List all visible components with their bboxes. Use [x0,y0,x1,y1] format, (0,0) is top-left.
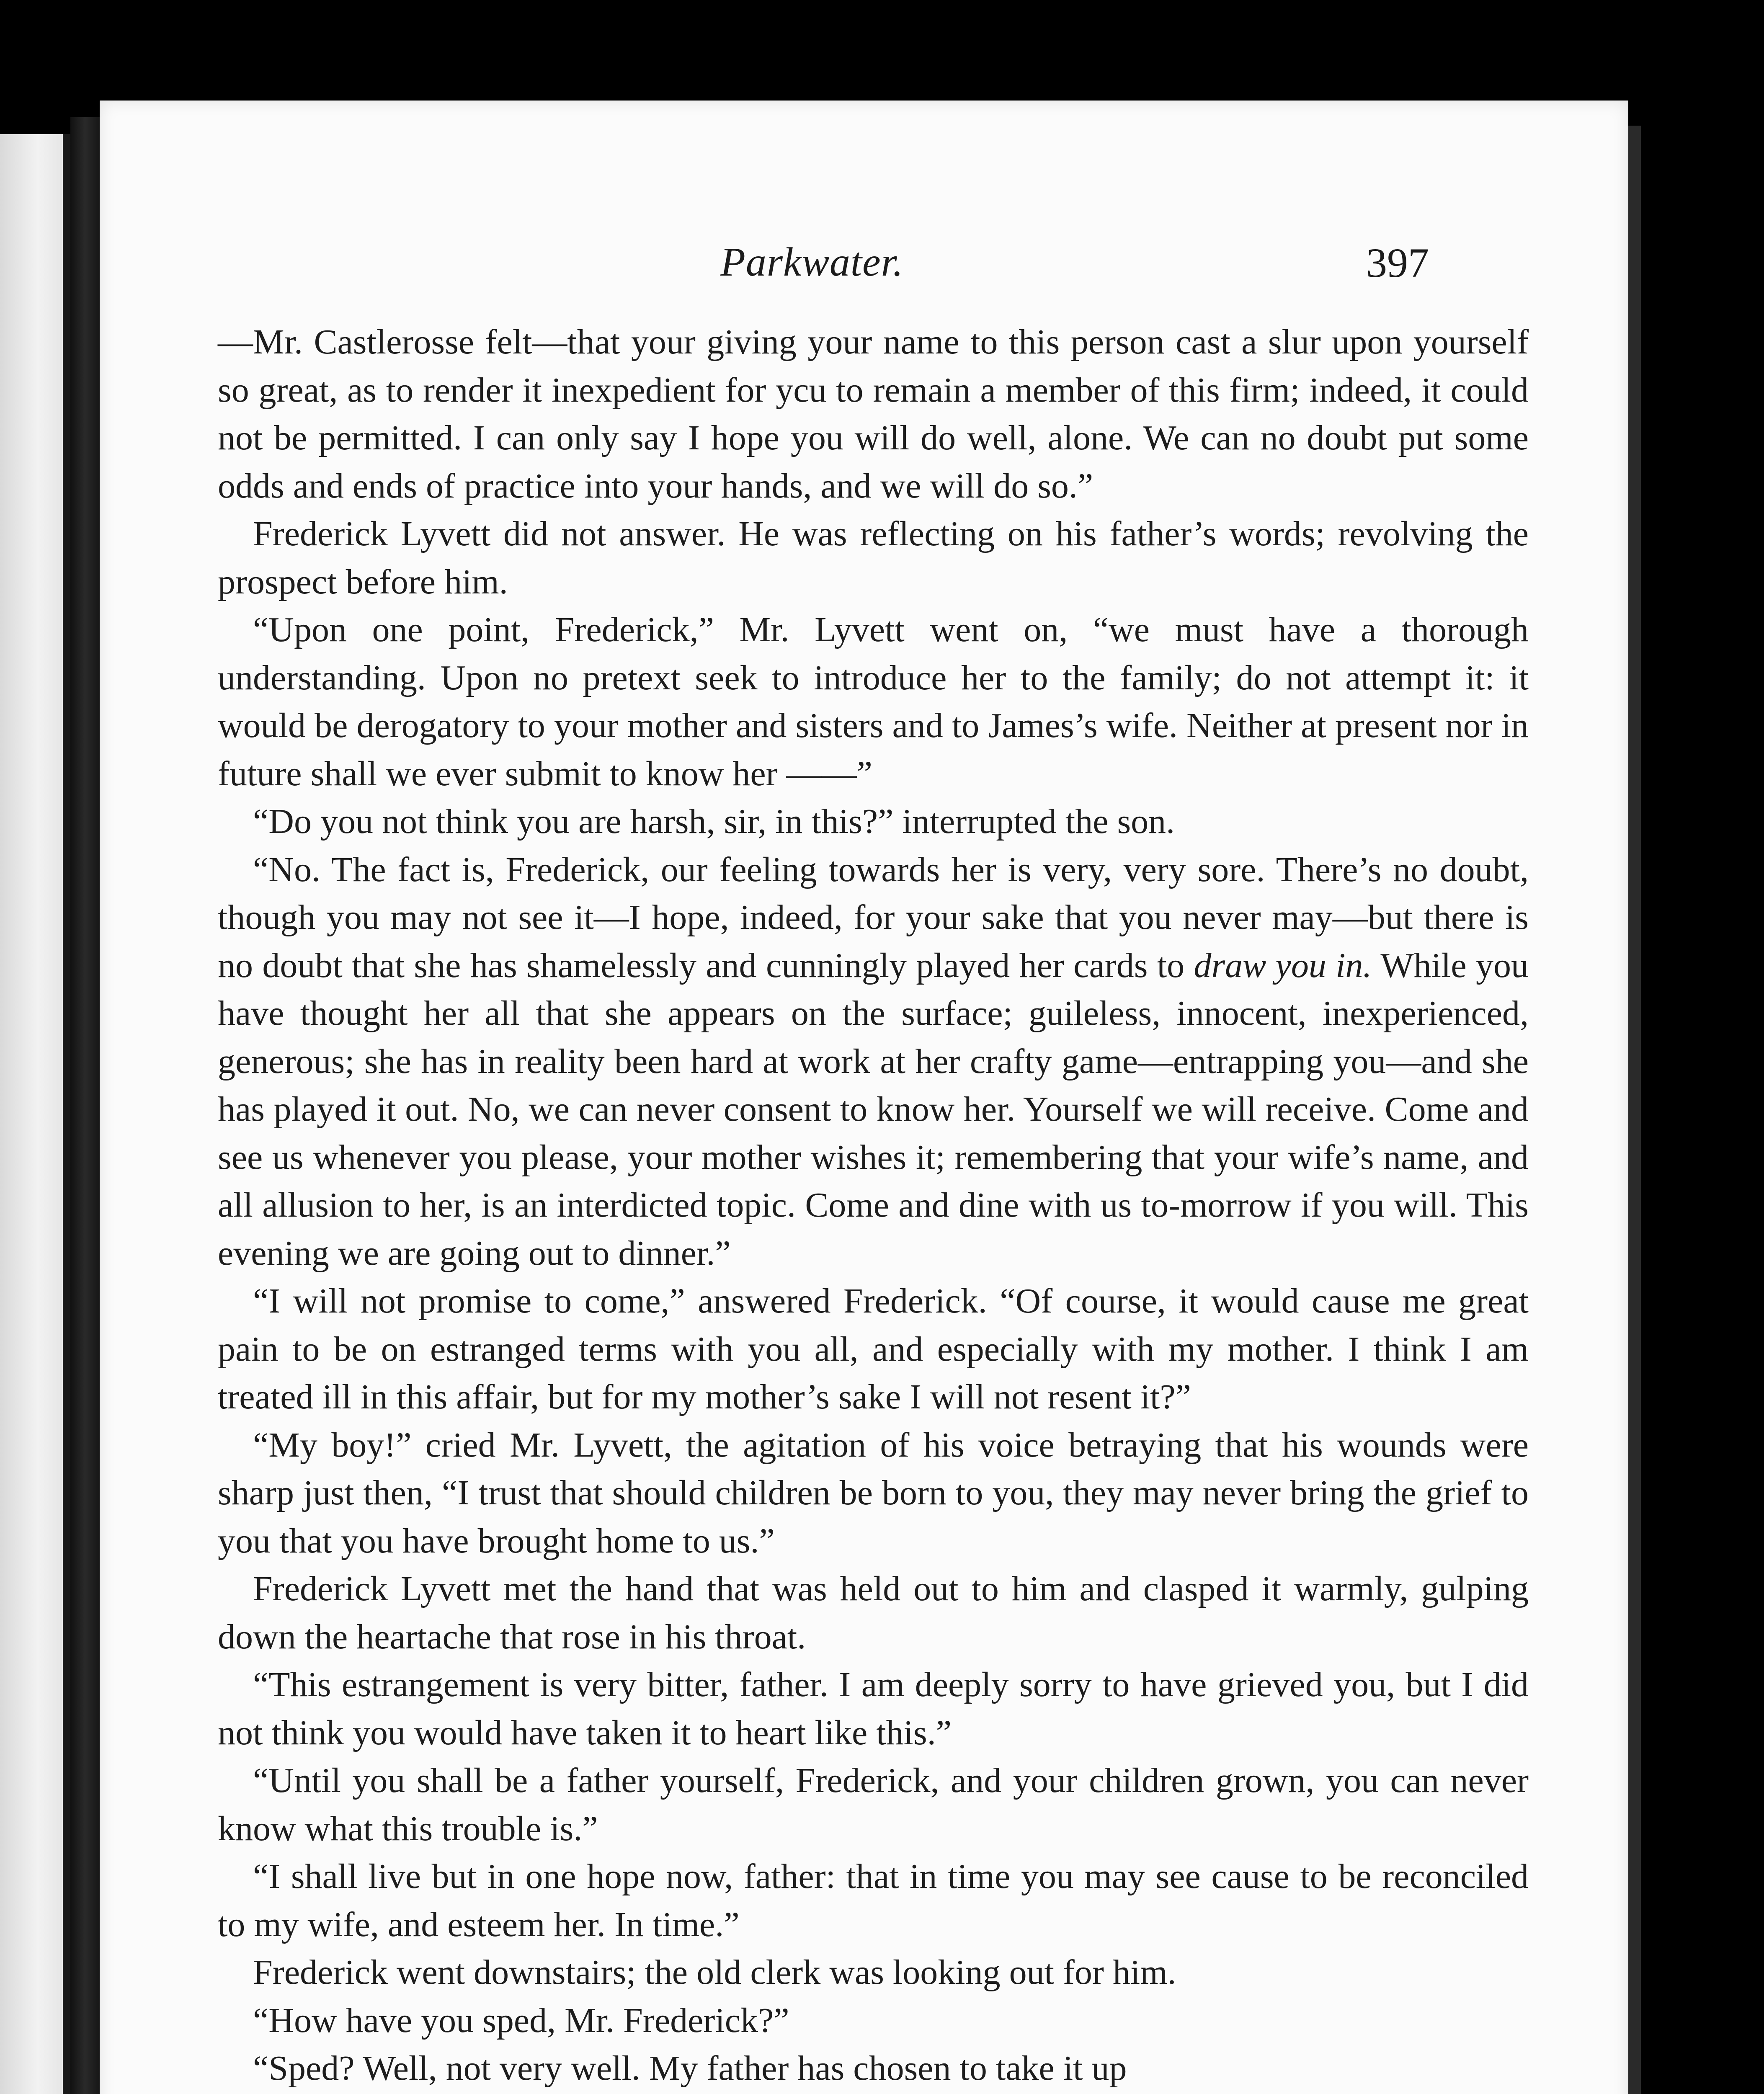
page-header [100,239,1628,289]
book-page [100,101,1628,2094]
paragraph-text: While you have thought her all that she appears on the surface; guileless, innocent, inexperienced, generous; she has in reality been hard at work at her crafty game—entrapping you—and she has played it out. No, we can never consent to know her. Yourself we will receive. Come and see us whenever you please, your mother wishes it; remembering that your wife’s name, and all allusion to her, is an interdicted topic. Come and dine with us to-morrow if you will. This evening we are going out to dinner.” [218,946,1529,1273]
paragraph: Frederick Lyvett met the hand that was held out to him and clasped it warmly, gulping down the heartache that rose in his throat. [218,1569,1529,1656]
running-title: Parkwater. [720,240,904,285]
paragraph: “Do you not think you are harsh, sir, in this?” interrupted the son. [253,802,1175,841]
paragraph: Frederick Lyvett did not answer. He was reflecting on his father’s words; revolving the prospect before him. [218,514,1529,601]
body-text [218,318,1529,2093]
paragraph: “I shall live but in one hope now, father: that in time you may see cause to be reconciled to my wife, and esteem her. In time.” [218,1857,1529,1944]
paragraph [218,846,1529,1278]
emphasized-text: draw you in. [1194,946,1372,985]
paragraph: “How have you sped, Mr. Frederick?” [253,2001,789,2040]
paragraph: —Mr. Castlerosse felt—that your giving your name to this person cast a slur upon yourself so great, as to render it inexpedient for ycu to remain a member of this firm; indeed, it could not be permitted. I can only say I hope you will do well, alone. We can no doubt put some odds and ends of practice into your hands, and we will do so.” [218,322,1529,505]
facing-page-edge [0,134,70,2094]
paragraph: “Until you shall be a father yourself, Frederick, and your children grown, you can never know what this trouble is.” [218,1761,1529,1848]
paragraph: Frederick went downstairs; the old clerk was looking out for him. [253,1953,1176,1992]
paragraph: “This estrangement is very bitter, father. I am deeply sorry to have grieved you, but I did not think you would have taken it to heart like this.” [218,1665,1529,1752]
paragraph-text: “No. The fact is, Frederick, our feeling towards her is very, very sore. There’s no doubt, though you may not see it—I hope, indeed, for your sake that you never may—but there is no doubt that she has shamelessly and cunningly played her cards to [218,850,1529,985]
book-gutter [70,117,100,2094]
paragraph: “Upon one point, Frederick,” Mr. Lyvett went on, “we must have a thorough understanding. Upon no pretext seek to introduce her to the family; do not attempt it: it would be derogatory to your mother and sisters and to James’s wife. Neither at present nor in future shall we ever submit to know her ——” [218,610,1529,793]
paragraph: “My boy!” cried Mr. Lyvett, the agitation of his voice betraying that his wounds were sharp just then, “I trust that should children be born to you, they may never bring the grief to you that you have brought home to us.” [218,1425,1529,1560]
paragraph: “Sped? Well, not very well. My father has chosen to take it up [253,2049,1127,2088]
paragraph: “I will not promise to come,” answered Frederick. “Of course, it would cause me great pain to be on estranged terms with you all, and especially with my mother. I think I am treated ill in this affair, but for my mother’s sake I will not resent it?” [218,1282,1529,1416]
page-right-edge [1628,126,1641,2094]
page-number: 397 [1366,240,1429,286]
